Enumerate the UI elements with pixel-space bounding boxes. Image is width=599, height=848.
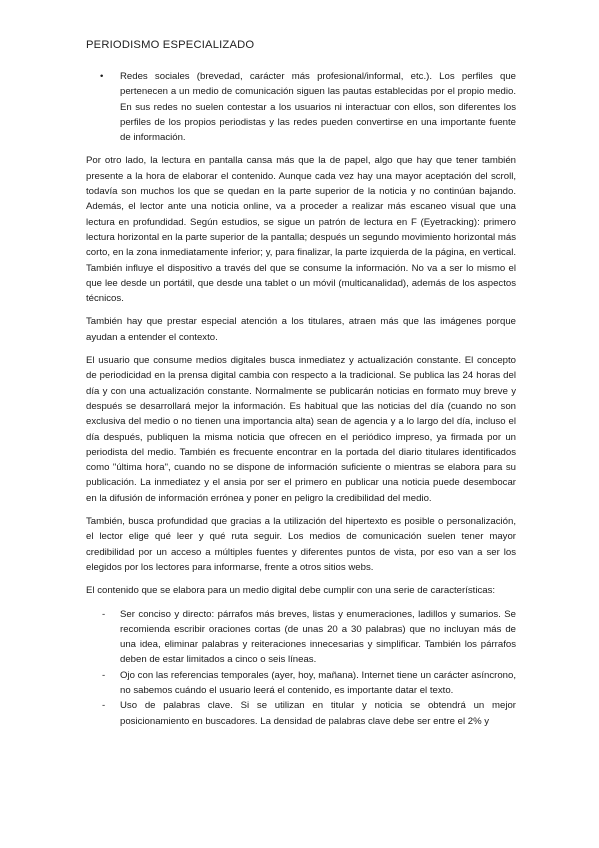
dash-text: Uso de palabras clave. Si se utilizan en titular y noticia se obtendrá un mejor posicionamiento en buscadores. La densidad de palabras clave debe ser entre el 2% y: [120, 700, 516, 727]
dash-item-keywords: [86, 698, 516, 729]
bullet-marker: •: [100, 71, 104, 82]
paragraph-depth-hypertext: También, busca profundidad que gracias a la utilización del hipertexto es posible o personalización, el lector elige qué leer y qué ruta seguir. Los medios de comunicación suelen tener mayor credibilidad por un acceso a múltiples fuentes y diferentes puntos de vista, por eso van a ser los elegidos por los lectores para informarse, frente a otros sitios webs.: [86, 516, 516, 573]
dash-text: Ojo con las referencias temporales (ayer, hoy, mañana). Internet tiene un carácter asíncrono, no sabemos cuándo el usuario leerá el contenido, es importante datar el texto.: [120, 669, 516, 696]
dash-list: [86, 607, 516, 729]
paragraph-content-characteristics: El contenido que se elabora para un medio digital debe cumplir con una serie de características:: [86, 585, 496, 597]
dash-item-time-references: [86, 668, 516, 699]
bullet-item-social-networks: [86, 69, 516, 145]
bullet-text: Redes sociales (brevedad, carácter más profesional/informal, etc.). Los perfiles que pertenecen a un medio de comunicación siguen las pautas establecidas por el propio medio. En sus redes no suelen contestar a los usuarios ni interactuar con ellos, son diferentes los perfiles de los propios periodistas y las redes pueden convertirse en una importante fuente de información.: [120, 71, 516, 144]
dash-marker: -: [102, 608, 106, 620]
paragraph-immediacy: El usuario que consume medios digitales busca inmediatez y actualización constante. El concepto de periodicidad en la prensa digital cambia con respecto a la tradicional. Se publica las 24 horas del día y con una actualización constante. Normalmente se publicarán noticias en formato muy breve y después se desarrollará mejor la información. Es habitual que las noticias del día (cuando no son exclusiva del medio o no tienen una importancia alta) sean de agencia y a lo largo del día, incluso el día después, publiquen la misma noticia que ofrecen en el periódico impreso, ya firmada por un periodista del medio. También es frecuente encontrar en la portada del diario titulares identificados como "última hora", cuando no se dispone de información suficiente o mientras se elabora para su publicación. La inmediatez y el ansia por ser el primero en publicar una noticia puede desembocar en la difusión de información errónea y poner en peligro la credibilidad del medio.: [86, 355, 516, 504]
page-header: PERIODISMO ESPECIALIZADO: [86, 39, 255, 51]
dash-item-concise: [86, 607, 516, 668]
document-body: [86, 69, 516, 729]
dash-marker: -: [102, 669, 106, 681]
dash-marker: -: [102, 700, 106, 712]
dash-text: Ser conciso y directo: párrafos más breves, listas y enumeraciones, ladillos y sumarios. Se recomienda escribir oraciones cortas (de unas 20 a 30 palabras) que no incluyan más de una idea, eliminar palabras y reiteraciones innecesarias y simplificar. También los párrafos deben de estar limitados a cinco o seis líneas.: [120, 608, 516, 666]
bullet-list: [86, 69, 516, 145]
paragraph-screen-reading: Por otro lado, la lectura en pantalla cansa más que la de papel, algo que hay que tener también presente a la hora de elaborar el contenido. Aunque cada vez hay una mayor aceptación del scroll, todavía son muchos los que se quedan en la parte superior de la noticia y no continúan bajando. Además, el lector ante una noticia online, va a proceder a realizar más escaneo visual que una lectura en profundidad. Según estudios, se sigue un patrón de lectura en F (Eyetracking): primero lectura horizontal en la parte superior de la pantalla; después un segundo movimiento horizontal más corto, en la zona inmediatamente inferior; y, para finalizar, la parte izquierda de la página, en vertical. También influye el dispositivo a través del que se consume la información. No va a ser lo mismo el que lee desde un portátil, que desde una tablet o un móvil (multicanalidad), además de los aspectos técnicos.: [86, 155, 516, 305]
paragraph-headlines: También hay que prestar especial atención a los titulares, atraen más que las imágenes porque ayudan a entender el contexto.: [86, 316, 516, 343]
